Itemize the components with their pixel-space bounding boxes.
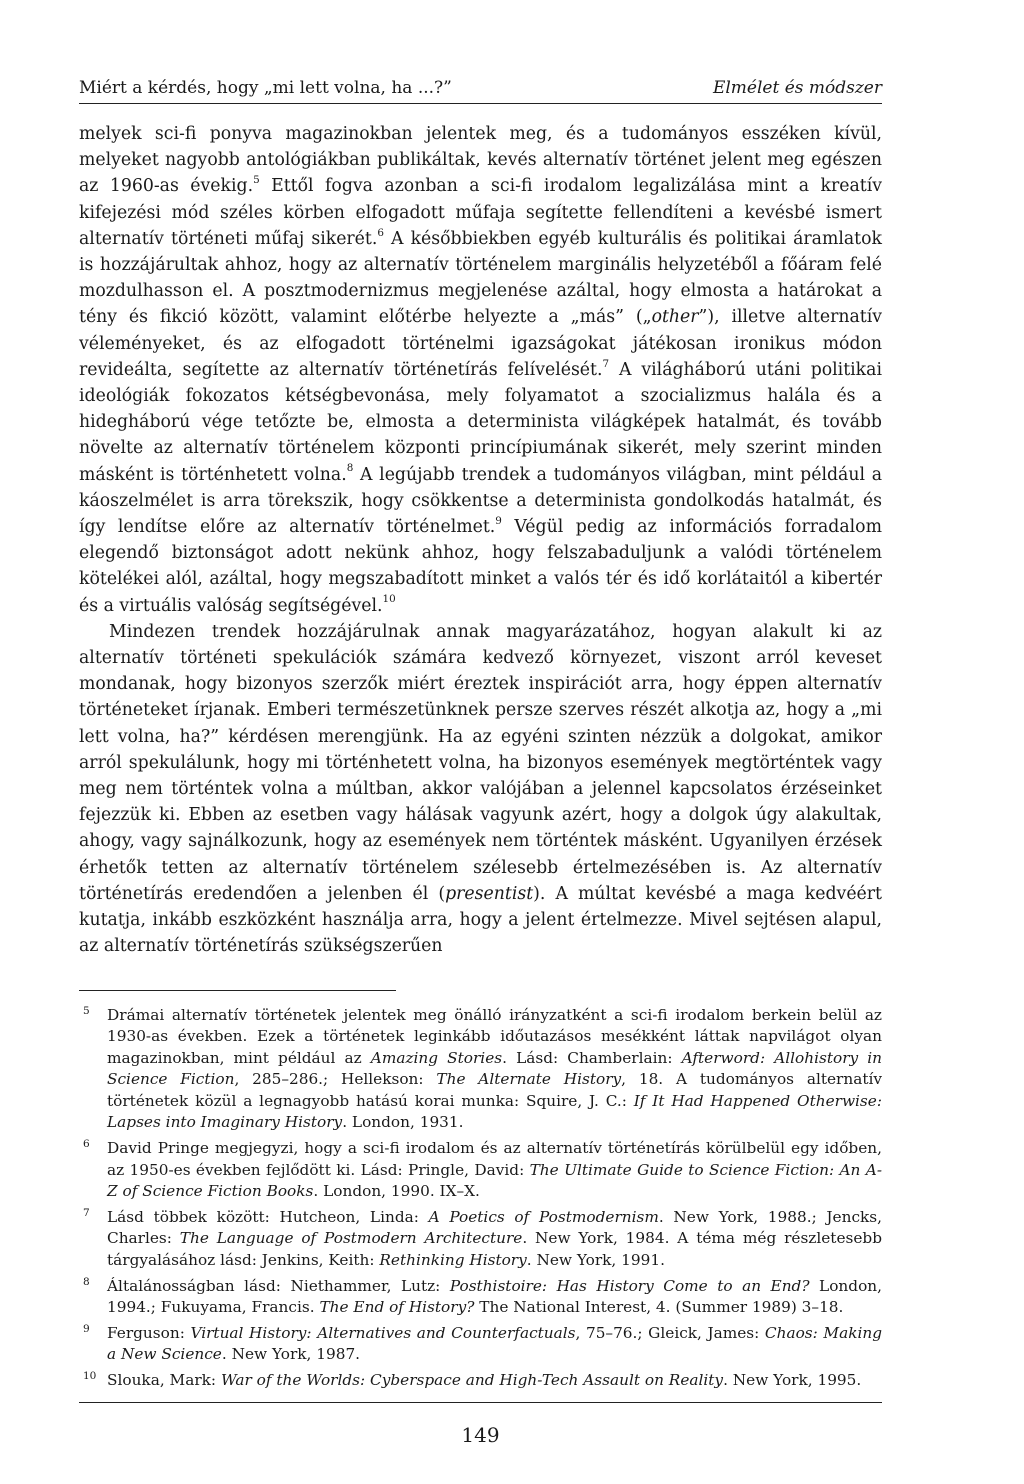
paragraph bbox=[79, 121, 882, 619]
footnote-title: The Alternate History bbox=[436, 1070, 622, 1089]
footnote-text: Általánosságban lásd: Niethammer, Lutz: bbox=[107, 1276, 450, 1295]
footnote-title: A Poetics of Postmodernism bbox=[428, 1207, 659, 1226]
footnote-number: 10 bbox=[83, 1370, 97, 1382]
text-run: A világháború utáni politikai ideológiák fokozatos kétségbevonása, mely folyamatot a szocializmus halála és a hidegháború vége tetőzte be, elmosta a determinista világképek hatalmát, és tovább növelte az alternatív történelem központi princípiumának sikerét, mely szerint minden másként is történhetett volna. bbox=[79, 359, 882, 485]
text-run: Ettől fogva azonban a sci-fi irodalom legalizálása mint a kreatív kifejezési mód széles körben elfogadott műfaja segítette fellendíteni a kevésbé ismert alternatív történeti műfaj sikerét. bbox=[79, 176, 882, 249]
bottom-rule bbox=[79, 1402, 882, 1403]
text-run: melyek sci-fi ponyva magazinokban jelentek meg, és a tudományos esszéken kívül, melyeket nagyobb antológiákban publikáltak, kevés alternatív történet jelent meg egészen az 1960-as évekig. bbox=[79, 124, 882, 197]
book-page bbox=[79, 78, 882, 1447]
footnote-text: Slouka, Mark: bbox=[107, 1371, 221, 1389]
footnote-text: . New York, 1995. bbox=[723, 1371, 862, 1389]
footnote-number: 9 bbox=[83, 1322, 90, 1335]
text-run: Mindezen trendek hozzájárulnak annak magyarázatához, hogyan alakult ki az alternatív történeti spekulációk számára kedvező környezet, viszont arról keveset mondanak, hogy bizonyos szerzők miért éreztek inspirációt arra, hogy éppen alternatív történeteket írjanak. Emberi természetünknek persze szerves részét alkotja az, hogy a „mi lett volna, ha?” kérdésen merengjünk. Ha az egyéni szinten nézzük a dolgokat, amikor arról spekulálunk, hogy mi történhetett volna, ha bizonyos események megtörténtek vagy meg nem történtek volna a múltban, akkor valójában a jelennel kapcsolatos érzéseinket fejezzük ki. Ebben az esetben vagy hálásak vagyunk azért, hogy a dolgok úgy alakultak, ahogy, vagy sajnálkozunk, hogy az események nem történtek másként. Ugyanilyen érzések érhetők tetten az alternatív történelem szélesebb értelmezésében is. Az alternatív történetírás eredendően a jelenben él ( bbox=[79, 621, 882, 904]
footnote-text: London, 1994.; Fukuyama, Francis. bbox=[107, 1276, 882, 1317]
footnote-text: . London, 1990. IX–X. bbox=[313, 1182, 480, 1201]
footnote-title: The Ultimate Guide to Science Fiction: An A-Z of Science Fiction Books bbox=[107, 1160, 882, 1201]
text-run: A későbbiekben egyéb kulturális és politikai áramlatok is hozzájárultak ahhoz, hogy az alternatív történelem marginális helyzetéből a főáram felé mozdulhasson el. A posztmodernizmus megjelenése azáltal, hogy elmosta a határokat a tény és fikció között, valamint előtérbe helyezte a „más” („ bbox=[79, 228, 882, 328]
footnote-title: If It Had Happened Otherwise: Lapses into Imaginary History bbox=[107, 1091, 882, 1132]
footnote-title: Chaos: Making a New Science bbox=[107, 1323, 882, 1364]
footnote-text: , 285–286.; Hellekson: bbox=[234, 1070, 437, 1089]
page-number: 149 bbox=[461, 1422, 500, 1447]
footnotes bbox=[79, 1005, 882, 1392]
footnote-title: The Language of Postmodern Architecture bbox=[179, 1229, 523, 1248]
footnote-text: . London, 1931. bbox=[342, 1113, 464, 1132]
footnote bbox=[79, 1207, 882, 1272]
footnote bbox=[79, 1276, 882, 1319]
main-text bbox=[79, 121, 882, 960]
footnote-number: 6 bbox=[83, 1138, 90, 1151]
footnote-text: Lásd többek között: Hutcheon, Linda: bbox=[107, 1207, 429, 1226]
footnote-text: , 18. A tudományos alternatív történetek közül a legnagyobb hatású korai munka: Squire, J. C.: bbox=[107, 1070, 883, 1110]
footnote-number: 7 bbox=[83, 1206, 90, 1219]
footnote-text: , 75–76.; Gleick, James: bbox=[575, 1323, 765, 1342]
footnote-text: David Pringe megjegyzi, hogy a sci-fi irodalom és az alternatív történetírás körülbelül egy időben, az 1950-es években fejlődött ki. Lásd: Pringle, David: bbox=[107, 1139, 882, 1179]
footnote-text: The National Interest, 4. (Summer 1989) 3–18. bbox=[474, 1298, 844, 1317]
text-run: ). A múltat kevésbé a maga kedvéért kutatja, inkább eszközként használja arra, hogy a jelent értelmezze. Mivel sejtésen alapul, az alternatív történetírás szükségszerűen bbox=[79, 883, 882, 957]
text-run: Végül pedig az információs forradalom elegendő biztonságot adott nekünk ahhoz, hogy felszabaduljunk a valódi történelem kötelékei alól, azáltal, hogy megszabadított minket a valós tér és idő korlátaitól a kibertér és a virtuális valóság segítségével. bbox=[79, 517, 882, 616]
footnote-ref: 8 bbox=[346, 462, 354, 475]
running-header bbox=[79, 78, 882, 104]
footnote bbox=[79, 1370, 882, 1392]
footnote-ref: 5 bbox=[253, 174, 260, 187]
footnote-title: Amazing Stories bbox=[370, 1048, 503, 1067]
footnote-title: Afterword: Allohistory in Science Fiction bbox=[107, 1048, 882, 1089]
footnote-ref: 9 bbox=[495, 514, 502, 527]
footnote-title: Posthistoire: Has History Come to an End? bbox=[449, 1276, 810, 1295]
footnote-number: 5 bbox=[83, 1004, 90, 1017]
footnote-number: 8 bbox=[83, 1275, 90, 1288]
text-run: ”), illetve alternatív véleményeket, és az elfogadott történelmi igazságokat játékosan ironikus módon revideálta, segítette az alternatív történetírás felívelését. bbox=[79, 307, 882, 380]
footnote-title: Rethinking History bbox=[379, 1251, 527, 1270]
footnote bbox=[79, 1323, 882, 1366]
footnote-text: . Lásd: Chamberlain: bbox=[502, 1048, 682, 1067]
running-header-title: Miért a kérdés, hogy „mi lett volna, ha ...?” bbox=[79, 78, 452, 98]
footnote-text: . New York, 1987. bbox=[221, 1345, 361, 1364]
footnote-text: . New York, 1991. bbox=[526, 1251, 665, 1270]
footnote-separator bbox=[79, 990, 396, 991]
italic-term: other bbox=[651, 307, 699, 328]
footnote-ref: 10 bbox=[382, 593, 396, 606]
footnote-text: Drámai alternatív történetek jelentek meg önálló irányzatként a sci-fi irodalom berkein belül az 1930-as években. Ezek a történetek leginkább időutazásos mesékként láttak napvilágot olyan magazinokban, mint például az bbox=[107, 1005, 882, 1067]
footnote-ref: 6 bbox=[377, 226, 384, 239]
paragraph bbox=[79, 619, 882, 960]
footnote-text: . New York, 1984. A téma még részletesebb tárgyalásához lásd: Jenkins, Keith: bbox=[107, 1229, 882, 1270]
italic-term: presentist bbox=[445, 883, 534, 904]
footnote bbox=[79, 1005, 882, 1135]
footnote-text: . New York, 1988.; Jencks, Charles: bbox=[107, 1207, 883, 1248]
footnote-ref: 7 bbox=[602, 357, 610, 370]
footnote bbox=[79, 1138, 882, 1203]
running-header-section: Elmélet és módszer bbox=[712, 78, 882, 98]
footnote-title: War of the Worlds: Cyberspace and High-Tech Assault on Reality bbox=[220, 1371, 724, 1389]
footnote-title: Virtual History: Alternatives and Counterfactuals bbox=[190, 1323, 576, 1342]
footnote-title: The End of History? bbox=[319, 1298, 475, 1317]
text-run: A legújabb trendek a tudományos világban, mint például a káoszelmélet is arra törekszik, hogy csökkentse a determinista gondolkodás hatalmát, és így lendítse előre az alternatív történelmet. bbox=[79, 464, 883, 538]
footnote-text: Ferguson: bbox=[107, 1323, 191, 1342]
